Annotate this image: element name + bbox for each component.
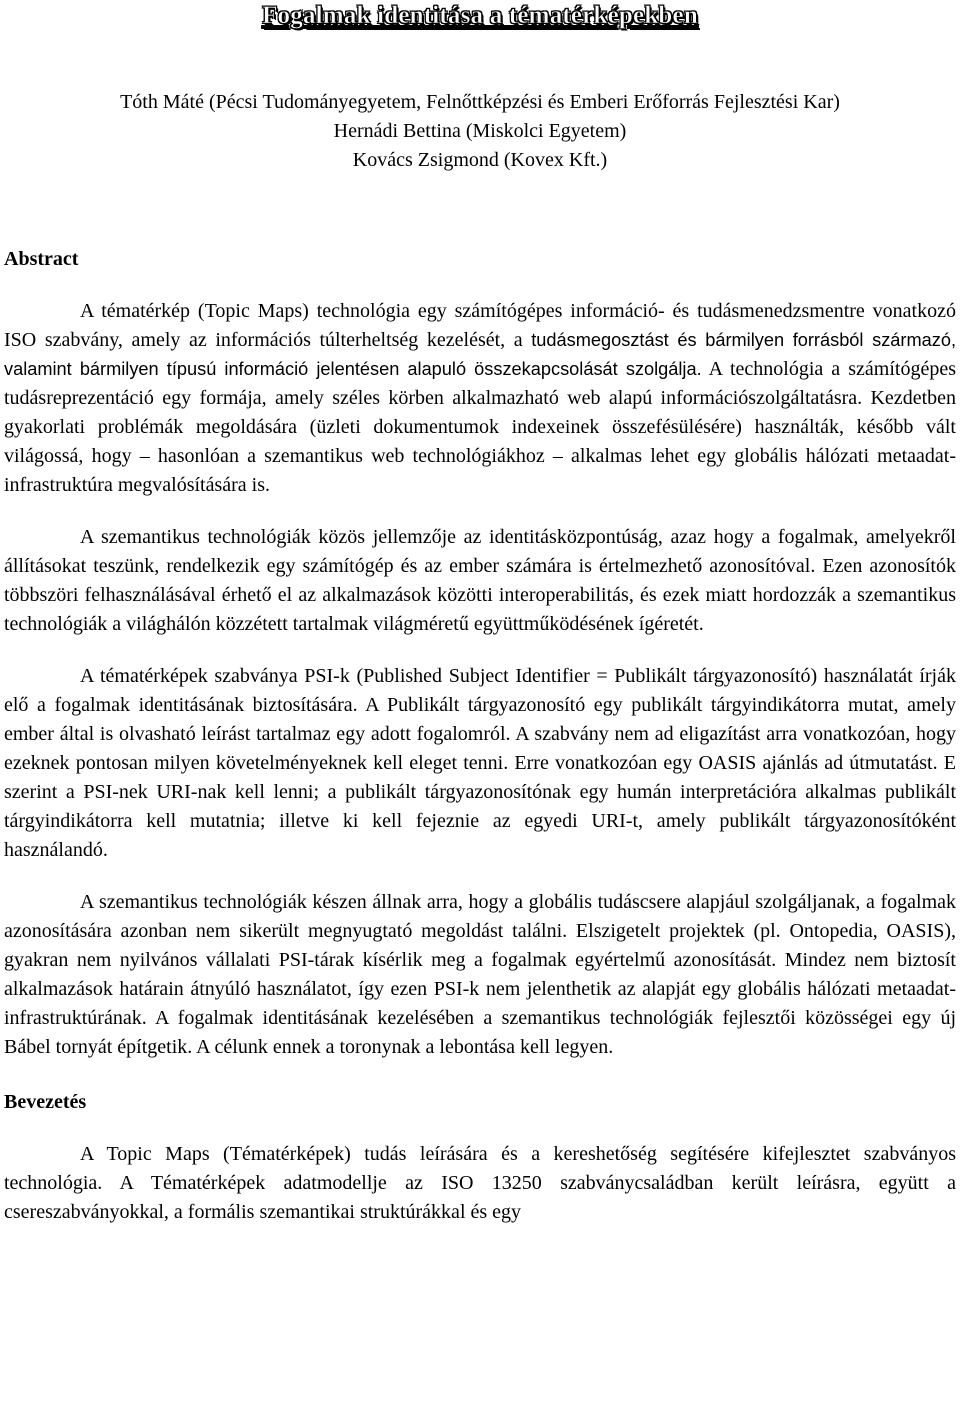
- abstract-paragraph: A szemantikus technológiák közös jellemzője az identitásközpontúság, azaz hogy a fogalmak, amelyekről állításokat teszünk, rendelkezik egy számítógép és az ember számára is értelmezhető azonosítóval. Ezen azonosítók többszöri felhasználásával érhető el az alkalmazások közötti interoperabilitás, és ezek miatt hordozzák a szemantikus technológiák a világhálón közzétett tartalmak világméretű együttműködésének ígéretét.: [4, 526, 956, 635]
- document-title: Fogalmak identitása a tématérképekben: [262, 2, 698, 29]
- intro-paragraph: A Topic Maps (Tématérképek) tudás leírására és a kereshetőség segítésére kifejlesztet szabványos technológia. A Tématérképek adatmodellje az ISO 13250 szabványcsaládban került leírásra, együtt a csereszabványokkal, a formális szemantikai struktúrákkal és egy: [4, 1143, 956, 1223]
- abstract-paragraph: [4, 297, 956, 500]
- abstract-heading: Abstract: [4, 248, 79, 270]
- abstract-paragraph: A tématérképek szabványa PSI-k (Published Subject Identifier = Publikált tárgyazonosító) használatát írják elő a fogalmak identitásának biztosítására. A Publikált tárgyazonosító egy publikált tárgyindikátorra mutat, amely ember által is olvasható leírást tartalmaz egy adott fogalomról. A szabvány nem ad eligazítást arra vonatkozóan, hogy ezeknek pontosan milyen követelményeknek kell eleget tenni. Erre vonatkozóan egy OASIS ajánlás ad útmutatást. E szerint a PSI-nek URI-nak kell lenni; a publikált tárgyazonosítónak egy humán interpretációra alkalmas publikált tárgyindikátorra kell mutatnia; illetve ki kell fejeznie az egyedi URI-t, amely publikált tárgyazonosítóként használandó.: [4, 665, 956, 861]
- paragraph-text: A technológia a számítógépes tudásreprezentáció egy formája, amely széles körben alkalmazható web alapú információszolgáltatásra. Kezdetben gyakorlati problémák megoldására (üzleti dokumentumok indexeinek összefésülésére) használták, később vált világossá, hogy – hasonlóan a szemantikus web technológiákhoz – alkalmas lehet egy globális hálózati metaadat-infrastruktúra megvalósítására is.: [4, 358, 956, 496]
- author-line: Kovács Zsigmond (Kovex Kft.): [352, 149, 608, 171]
- author-list: [4, 88, 956, 175]
- document-page: [4, 0, 956, 1227]
- author-line: Hernádi Bettina (Miskolci Egyetem): [333, 120, 627, 142]
- intro-heading: Bevezetés: [4, 1091, 87, 1113]
- author-line: Tóth Máté (Pécsi Tudományegyetem, Felnőttképzési és Emberi Erőforrás Fejlesztési Kar): [120, 91, 840, 113]
- paragraph-text-sans: tudásmegosztást és bármilyen forrásból származó, valamint bármilyen típusú információ jelentésen alapuló összekapcsolását szolgálja.: [4, 330, 956, 379]
- paragraph-text: A tématérkép (Topic Maps) technológia egy számítógépes információ- és tudásmenedzsmentre vonatkozó ISO szabvány, amely az információs túlterheltség kezelését, a: [4, 300, 956, 351]
- abstract-paragraph: A szemantikus technológiák készen állnak arra, hogy a globális tudáscsere alapjául szolgáljanak, a fogalmak azonosítására azonban nem sikerült megnyugtató megoldást találni. Elszigetelt projektek (pl. Ontopedia, OASIS), gyakran nem nyilvános vállalati PSI-tárak kísérlik meg a fogalmak egyértelmű azonosítását. Mindez nem biztosít alkalmazások határain átnyúló használatot, így ezen PSI-k nem jelenthetik az alapját egy globális hálózati metaadat-infrastruktúrának. A fogalmak identitásának kezelésében a szemantikus technológiák fejlesztői közösségei egy új Bábel tornyát építgetik. A célunk ennek a toronynak a lebontása kell legyen.: [4, 891, 956, 1058]
